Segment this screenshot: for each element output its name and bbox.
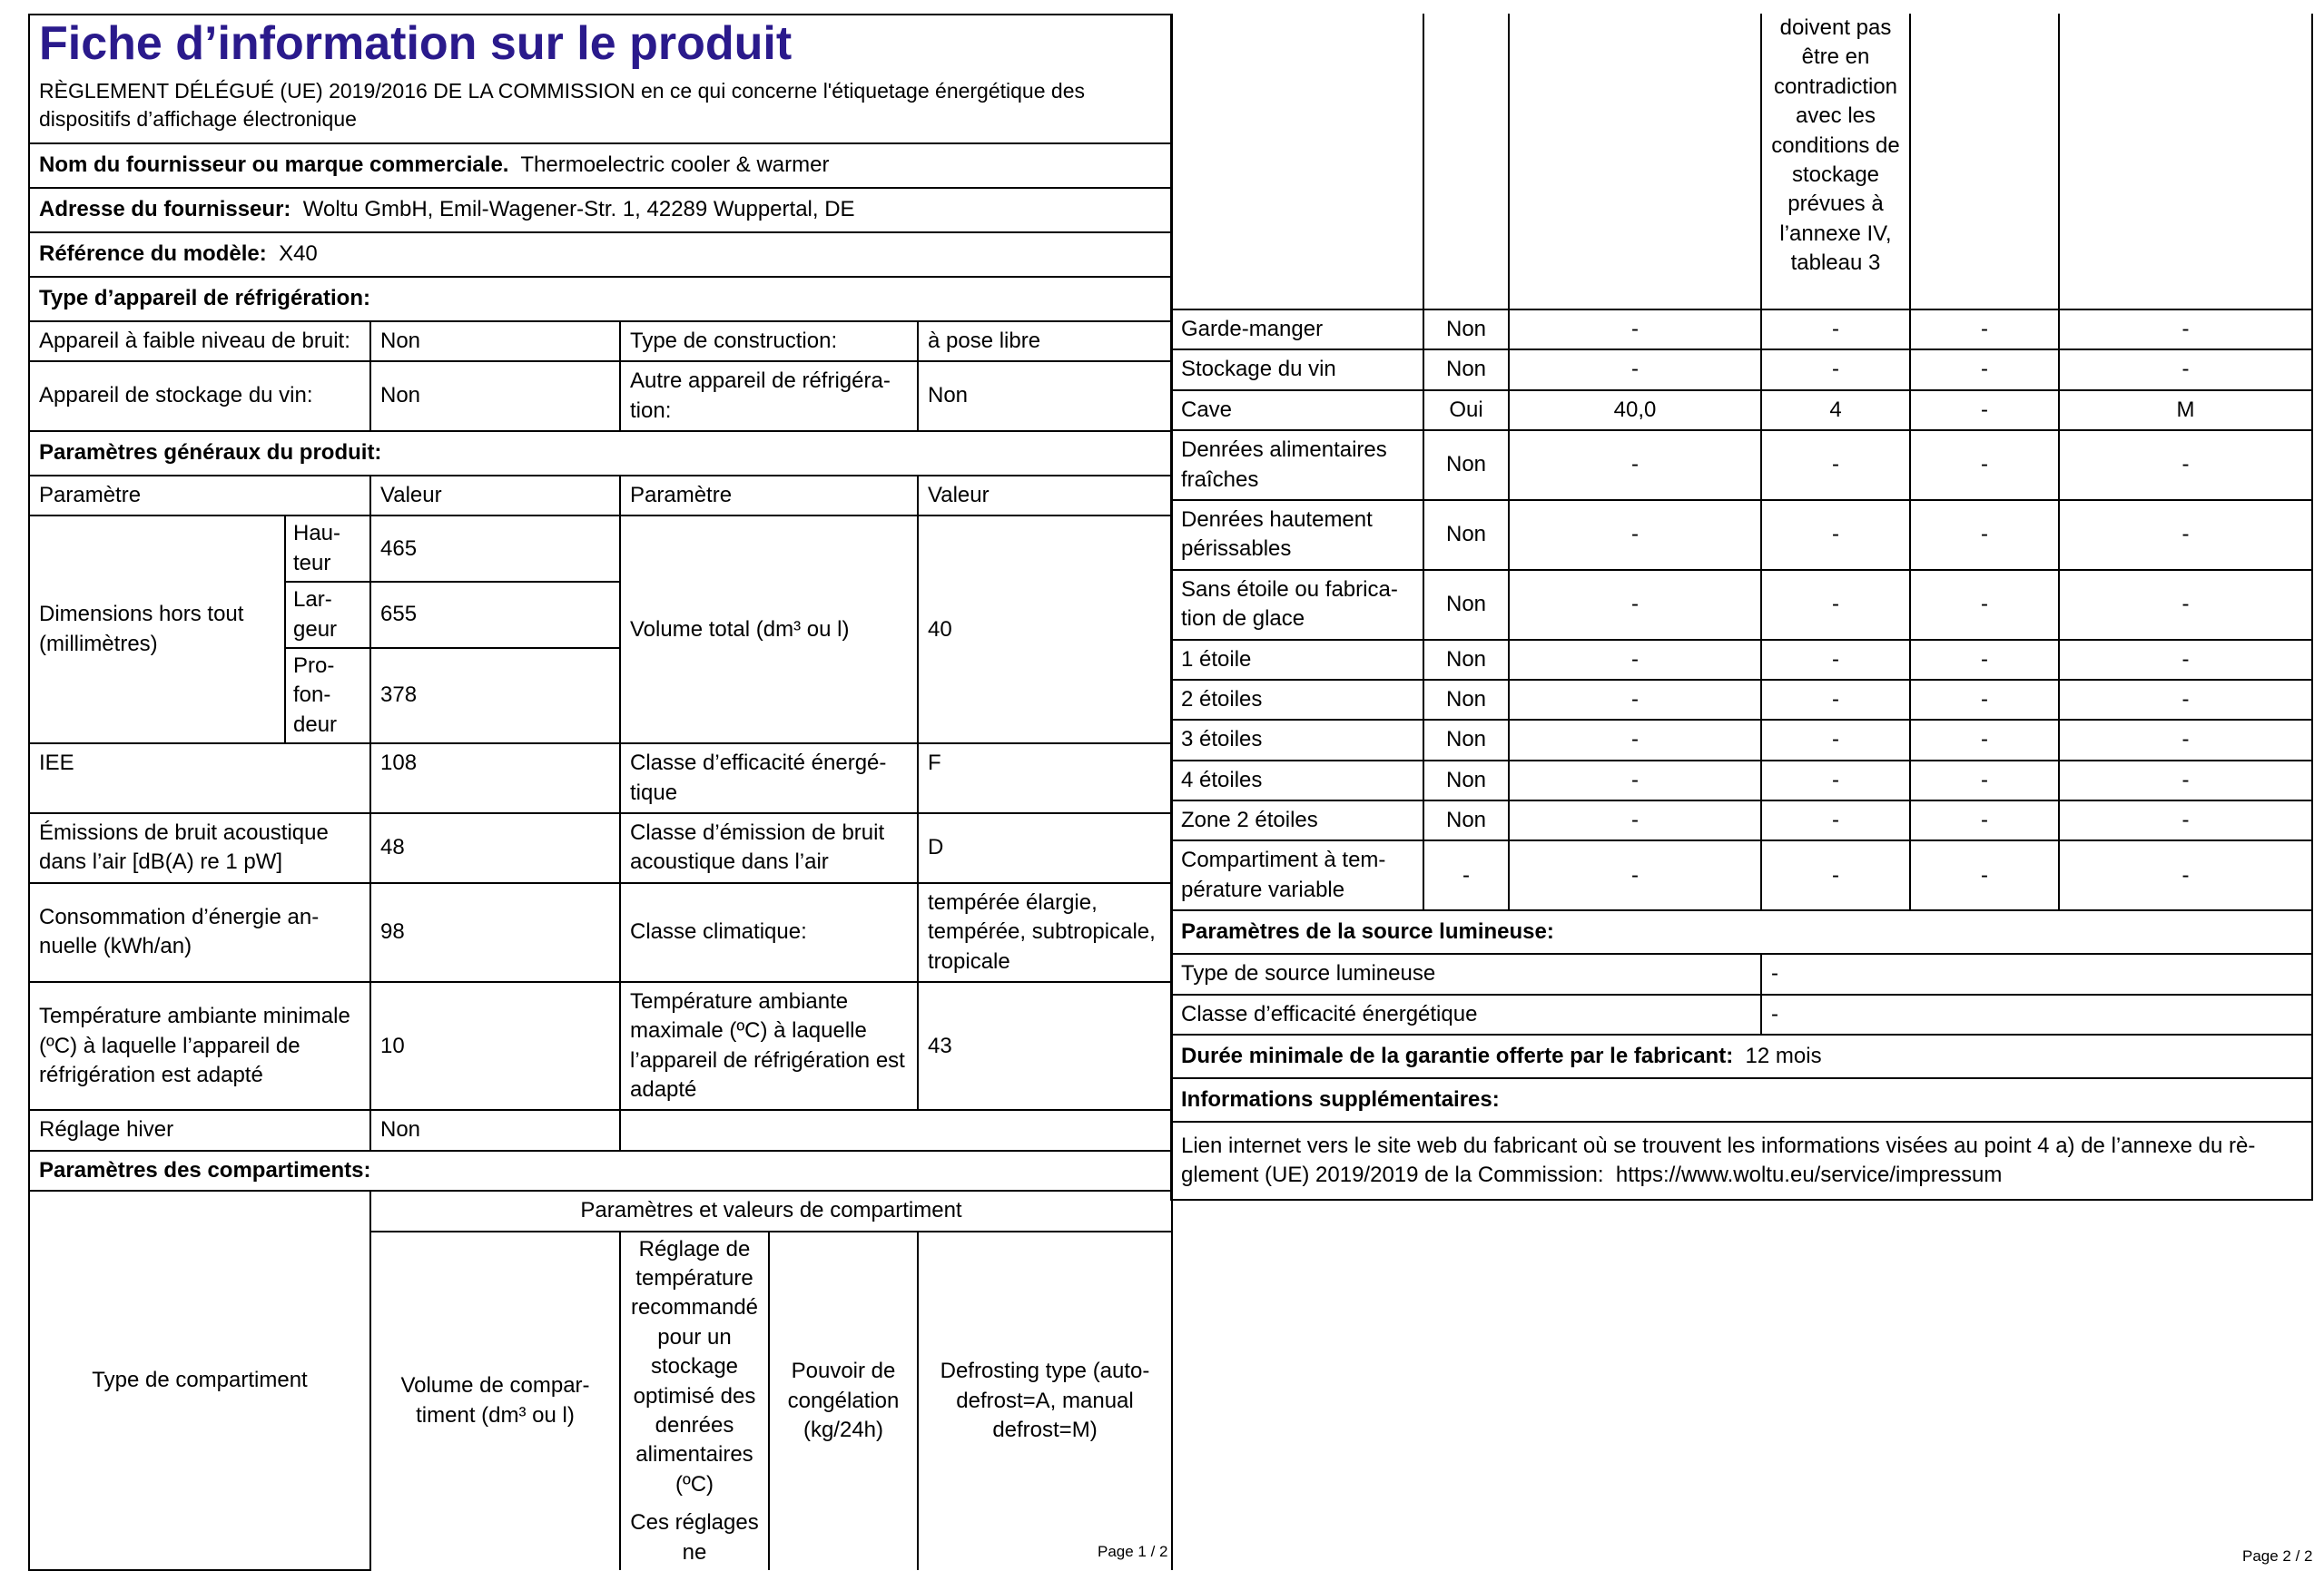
model-ref-label: Référence du modèle:: [39, 241, 267, 267]
compartment-row: [1171, 430, 2312, 500]
temp-setting-header: [620, 1232, 769, 1570]
compartment-volume: -: [1509, 800, 1761, 840]
iee-label: IEE: [29, 743, 370, 813]
total-volume-label: Volume total (dm³ ou l): [620, 515, 918, 743]
page-number-1: Page 1 / 2: [1098, 1543, 1168, 1560]
energy-class-value: F: [918, 743, 1172, 813]
compartment-freezing: -: [1910, 761, 2059, 800]
compartment-volume: -: [1509, 500, 1761, 570]
compartment-type-header: Type de compartiment: [29, 1191, 370, 1570]
noise-class-label: Classe d’émission de bruit acoustique dans l’air: [620, 813, 918, 883]
compartment-defrost: M: [2059, 390, 2312, 430]
compartment-temp: -: [1761, 640, 1910, 680]
compartment-present: Non: [1423, 349, 1509, 389]
compartment-temp: -: [1761, 800, 1910, 840]
compartment-defrost: -: [2059, 640, 2312, 680]
light-source-type-label: Type de source lumineuse: [1171, 954, 1761, 994]
width-value: 655: [370, 582, 620, 648]
compartment-row: [1171, 680, 2312, 720]
wine-storage-value: Non: [370, 361, 620, 431]
compartment-type: 1 étoile: [1171, 640, 1423, 680]
compartment-row: [1171, 720, 2312, 760]
compartment-freezing: -: [1910, 570, 2059, 640]
winter-setting-value: Non: [370, 1110, 620, 1150]
compartment-present: Non: [1423, 680, 1509, 720]
model-ref-value: X40: [279, 241, 318, 267]
general-params-heading: Paramètres généraux du produit:: [29, 431, 1172, 476]
empty-cell: [1910, 14, 2059, 309]
product-info-table-page1: [28, 14, 1173, 1571]
other-appliance-label: Autre appareil de réfrigération:: [620, 361, 918, 431]
energy-class-label: Classe d’efficacité énergétique: [620, 743, 918, 813]
compartment-freezing: -: [1910, 640, 2059, 680]
compartment-freezing: -: [1910, 430, 2059, 500]
construction-label: Type de construction:: [620, 321, 918, 361]
compartment-present: Non: [1423, 500, 1509, 570]
compartment-temp: -: [1761, 309, 1910, 349]
light-source-type-value: -: [1761, 954, 2312, 994]
compartment-defrost: -: [2059, 309, 2312, 349]
iee-value: 108: [370, 743, 620, 813]
additional-info-heading: Informations supplémentaires:: [1171, 1078, 2312, 1122]
compartment-defrost: -: [2059, 349, 2312, 389]
total-volume-value: 40: [918, 515, 1172, 743]
dimensions-label: Dimensions hors tout (millimètres): [29, 515, 285, 743]
appliance-type-heading: Type d’appareil de réfrigération:: [29, 277, 1172, 321]
compartment-freezing: -: [1910, 349, 2059, 389]
supplier-address-value: Woltu GmbH, Emil-Wagener-Str. 1, 42289 Wuppertal, DE: [302, 197, 855, 222]
max-ambient-temp-value: 43: [918, 982, 1172, 1111]
supplier-name-label: Nom du fournisseur ou marque commerciale.: [39, 152, 509, 178]
compartment-present: Oui: [1423, 390, 1509, 430]
compartment-volume: -: [1509, 680, 1761, 720]
page-number-2: Page 2 / 2: [2242, 1547, 2313, 1565]
temp-setting-note-start: Ces réglages ne: [630, 1510, 759, 1565]
compartment-type: Garde-manger: [1171, 309, 1423, 349]
compartment-type: 2 étoiles: [1171, 680, 1423, 720]
winter-setting-label: Réglage hiver: [29, 1110, 370, 1150]
compartment-present: Non: [1423, 720, 1509, 760]
compartment-defrost: -: [2059, 800, 2312, 840]
compartment-volume: -: [1509, 840, 1761, 910]
defrost-type-header: Defrosting type (auto-defrost=A, manual defrost=M): [918, 1232, 1172, 1570]
supplier-address-label: Adresse du fournisseur:: [39, 197, 291, 222]
compartment-defrost: -: [2059, 840, 2312, 910]
compartment-volume: -: [1509, 640, 1761, 680]
empty-cell: [2059, 14, 2312, 309]
compartment-temp: -: [1761, 761, 1910, 800]
compartment-volume: -: [1509, 349, 1761, 389]
empty-cell: [620, 1110, 1172, 1150]
compartment-temp: 4: [1761, 390, 1910, 430]
compartment-row: [1171, 761, 2312, 800]
freezing-capacity-header: Pouvoir de congélation (kg/24h): [769, 1232, 918, 1570]
compartment-freezing: -: [1910, 800, 2059, 840]
compartment-row: [1171, 840, 2312, 910]
compartment-row: [1171, 500, 2312, 570]
compartment-temp: -: [1761, 500, 1910, 570]
compartment-defrost: -: [2059, 500, 2312, 570]
annual-consumption-value: 98: [370, 883, 620, 982]
compartment-row: [1171, 390, 2312, 430]
compartment-present: Non: [1423, 430, 1509, 500]
compartment-volume-header: Volume de compartiment (dm³ ou l): [370, 1232, 620, 1570]
compartment-row: [1171, 640, 2312, 680]
light-class-label: Classe d’efficacité énergétique: [1171, 995, 1761, 1035]
min-ambient-temp-value: 10: [370, 982, 620, 1111]
max-ambient-temp-label: Température ambiante maximale (ºC) à laquelle l’appareil de réfrigération est adapté: [620, 982, 918, 1111]
compartment-defrost: -: [2059, 430, 2312, 500]
compartment-defrost: -: [2059, 720, 2312, 760]
compartment-present: Non: [1423, 570, 1509, 640]
width-label: Largeur: [285, 582, 370, 648]
compartment-row: [1171, 570, 2312, 640]
manufacturer-link-text: Lien internet vers le site web du fabricant où se trouvent les informations visées au point 4 a) de l’annexe du règlement (UE) 2019/2019 de la Commission:: [1181, 1133, 2256, 1188]
compartment-row: [1171, 800, 2312, 840]
regulation-text: RÈGLEMENT DÉLÉGUÉ (UE) 2019/2016 DE LA COMMISSION en ce qui concerne l'étiquetage énergétique des dispositifs d’affichage électronique: [39, 78, 1085, 131]
climate-class-label: Classe climatique:: [620, 883, 918, 982]
compartment-present: Non: [1423, 800, 1509, 840]
compartment-freezing: -: [1910, 840, 2059, 910]
compartment-temp: -: [1761, 840, 1910, 910]
depth-label: Profondeur: [285, 648, 370, 743]
compartment-defrost: -: [2059, 761, 2312, 800]
low-noise-value: Non: [370, 321, 620, 361]
manufacturer-url[interactable]: https://www.woltu.eu/service/impressum: [1615, 1163, 2003, 1188]
noise-emission-value: 48: [370, 813, 620, 883]
warranty-label: Durée minimale de la garantie offerte par le fabricant:: [1181, 1043, 1734, 1068]
compartment-temp: -: [1761, 720, 1910, 760]
compartment-temp: -: [1761, 349, 1910, 389]
compartment-volume: 40,0: [1509, 390, 1761, 430]
empty-cell: [1509, 14, 1761, 309]
col-value-header: Valeur: [370, 476, 620, 515]
compartment-present: Non: [1423, 309, 1509, 349]
compartment-type: Stockage du vin: [1171, 349, 1423, 389]
wine-storage-label: Appareil de stockage du vin:: [29, 361, 370, 431]
compartment-present: -: [1423, 840, 1509, 910]
depth-value: 378: [370, 648, 620, 743]
compartment-temp: -: [1761, 430, 1910, 500]
col-param-header: Paramètre: [29, 476, 370, 515]
compartment-freezing: -: [1910, 390, 2059, 430]
compartment-freezing: -: [1910, 500, 2059, 570]
compartment-params-heading: Paramètres des compartiments:: [29, 1151, 1172, 1191]
page-title: Fiche d’information sur le produit: [39, 17, 793, 70]
compartment-volume: -: [1509, 720, 1761, 760]
temp-setting-note-continuation: doivent pas être en contradiction avec les conditions de stockage prévues à l’annexe IV, tableau 3: [1761, 14, 1910, 309]
empty-cell: [1423, 14, 1509, 309]
compartment-present: Non: [1423, 640, 1509, 680]
compartment-type: Denrées hautement périssables: [1171, 500, 1423, 570]
height-label: Hauteur: [285, 515, 370, 582]
annual-consumption-label: Consommation d’énergie annuelle (kWh/an): [29, 883, 370, 982]
compartment-freezing: -: [1910, 309, 2059, 349]
empty-cell: [1171, 14, 1423, 309]
compartment-type: Zone 2 étoiles: [1171, 800, 1423, 840]
col-param-header-2: Paramètre: [620, 476, 918, 515]
warranty-value: 12 mois: [1745, 1043, 1822, 1068]
compartment-temp: -: [1761, 570, 1910, 640]
supplier-name-value: Thermoelectric cooler & warmer: [520, 152, 830, 178]
compartment-type: Cave: [1171, 390, 1423, 430]
col-value-header-2: Valeur: [918, 476, 1172, 515]
compartment-type: 4 étoiles: [1171, 761, 1423, 800]
compartment-freezing: -: [1910, 720, 2059, 760]
noise-class-value: D: [918, 813, 1172, 883]
height-value: 465: [370, 515, 620, 582]
compartment-type: Compartiment à température variable: [1171, 840, 1423, 910]
construction-value: à pose libre: [918, 321, 1172, 361]
temp-setting-header-text: Réglage de température recommandé pour un stockage optimisé des denrées alimentaires (ºC): [630, 1236, 759, 1497]
compartment-row: [1171, 309, 2312, 349]
compartment-present: Non: [1423, 761, 1509, 800]
light-source-heading: Paramètres de la source lumineuse:: [1171, 910, 2312, 954]
compartment-freezing: -: [1910, 680, 2059, 720]
light-class-value: -: [1761, 995, 2312, 1035]
compartment-rows: [1171, 309, 2312, 910]
low-noise-label: Appareil à faible niveau de bruit:: [29, 321, 370, 361]
other-appliance-value: Non: [918, 361, 1172, 431]
compartment-type: Denrées alimentaires fraîches: [1171, 430, 1423, 500]
compartment-values-header: Paramètres et valeurs de compartiment: [370, 1191, 1172, 1231]
product-info-table-page2: [1170, 14, 2313, 1201]
compartment-volume: -: [1509, 430, 1761, 500]
compartment-defrost: -: [2059, 570, 2312, 640]
compartment-volume: -: [1509, 570, 1761, 640]
climate-class-value: tempérée élargie, tempérée, subtropicale, tropicale: [918, 883, 1172, 982]
compartment-defrost: -: [2059, 680, 2312, 720]
compartment-type: 3 étoiles: [1171, 720, 1423, 760]
compartment-volume: -: [1509, 761, 1761, 800]
compartment-temp: -: [1761, 680, 1910, 720]
noise-emission-label: Émissions de bruit acoustique dans l’air [dB(A) re 1 pW]: [29, 813, 370, 883]
compartment-row: [1171, 349, 2312, 389]
compartment-volume: -: [1509, 309, 1761, 349]
min-ambient-temp-label: Température ambiante minimale (ºC) à laquelle l’appareil de réfrigération est adapté: [29, 982, 370, 1111]
compartment-type: Sans étoile ou fabrication de glace: [1171, 570, 1423, 640]
